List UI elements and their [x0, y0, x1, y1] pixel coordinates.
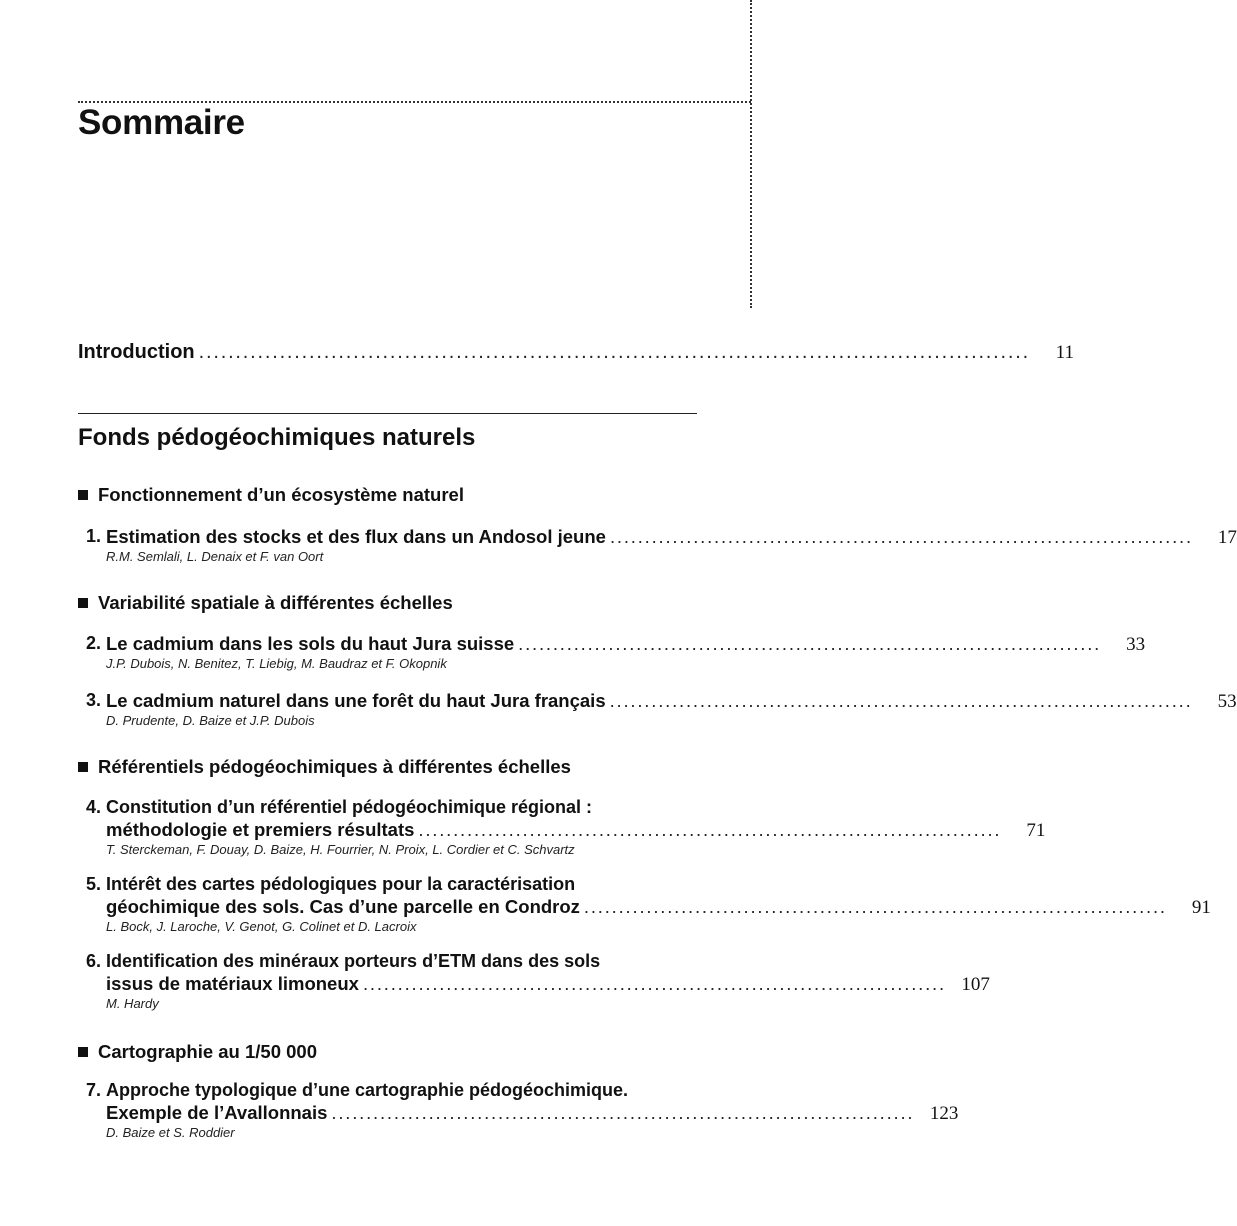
entry-authors: J.P. Dubois, N. Benitez, T. Liebig, M. Baudraz et F. Okopnik: [106, 656, 447, 671]
entry-title: géochimique des sols. Cas d’une parcelle en Condroz: [106, 896, 580, 917]
page-number: 91: [1191, 897, 1211, 918]
entry-authors: D. Prudente, D. Baize et J.P. Dubois: [106, 713, 315, 728]
toc-entry-7[interactable]: [106, 1102, 959, 1125]
dot-leader: ....................................................................................: [609, 526, 1193, 547]
toc-entry-4[interactable]: [106, 819, 1046, 842]
page-number: 107: [961, 974, 990, 995]
entry-title-line[interactable]: Constitution d’un référentiel pédogéochimique régional :: [106, 797, 593, 817]
page-number: 11: [1055, 342, 1074, 363]
square-bullet-icon: [78, 490, 88, 500]
entry-title-line[interactable]: Intérêt des cartes pédologiques pour la caractérisation: [106, 874, 576, 894]
page-number: 71: [1026, 820, 1046, 841]
entry-number: 6.: [86, 951, 102, 971]
entry-title: Le cadmium dans les sols du haut Jura suisse: [106, 633, 515, 654]
toc-entry-1[interactable]: [106, 526, 1237, 549]
entry-title: Exemple de l’Avallonnais: [106, 1102, 328, 1123]
page-number: 33: [1126, 634, 1146, 655]
dot-leader: ....................................................................................: [609, 690, 1193, 711]
square-bullet-icon: [78, 762, 88, 772]
square-bullet-icon: [78, 598, 88, 608]
section-divider: [78, 413, 697, 414]
entry-number: 4.: [86, 797, 102, 817]
entry-number: 2.: [86, 633, 102, 653]
section-title: Fonctionnement d’un écosystème naturel: [98, 484, 464, 505]
entry-authors: D. Baize et S. Roddier: [106, 1125, 235, 1140]
dot-leader: ....................................................................................: [331, 1102, 915, 1123]
toc-entry-introduction[interactable]: [78, 341, 1074, 364]
dot-leader: ....................................................................................: [362, 973, 946, 994]
dot-leader: ....................................................................................: [418, 819, 1002, 840]
toc-entry-2[interactable]: [106, 633, 1146, 656]
entry-authors: M. Hardy: [106, 996, 159, 1011]
dot-leader: ....................................................................................: [518, 633, 1102, 654]
section-heading: [78, 756, 571, 778]
section-title: Cartographie au 1/50 000: [98, 1041, 318, 1062]
entry-title-line[interactable]: Identification des minéraux porteurs d’ETM dans des sols: [106, 951, 601, 971]
entry-authors: L. Bock, J. Laroche, V. Genot, G. Colinet et D. Lacroix: [106, 919, 417, 934]
entry-title: issus de matériaux limoneux: [106, 973, 359, 994]
entry-authors: R.M. Semlali, L. Denaix et F. van Oort: [106, 549, 324, 564]
entry-title: Le cadmium naturel dans une forêt du haut Jura français: [106, 690, 606, 711]
page-number: 17: [1217, 527, 1237, 548]
introduction-label: Introduction: [78, 341, 195, 363]
entry-number: 5.: [86, 874, 102, 894]
entry-title-line[interactable]: Approche typologique d’une cartographie pédogéochimique.: [106, 1080, 629, 1100]
entry-number: 1.: [86, 526, 102, 546]
entry-authors: T. Sterckeman, F. Douay, D. Baize, H. Fourrier, N. Proix, L. Cordier et C. Schvartz: [106, 842, 575, 857]
decorative-dotted-rule-right: [750, 0, 752, 308]
entry-title: méthodologie et premiers résultats: [106, 819, 415, 840]
entry-number: 3.: [86, 690, 102, 710]
dot-leader: ....................................................................................: [583, 896, 1167, 917]
entry-number: 7.: [86, 1080, 102, 1100]
section-title: Référentiels pédogéochimiques à différentes échelles: [98, 756, 571, 777]
section-heading: [78, 484, 464, 506]
part-title: Fonds pédogéochimiques naturels: [78, 424, 476, 451]
page-number: 53: [1217, 691, 1237, 712]
section-title: Variabilité spatiale à différentes échelles: [98, 592, 453, 613]
toc-entry-6[interactable]: [106, 973, 990, 996]
section-heading: [78, 1041, 317, 1063]
section-heading: [78, 592, 453, 614]
square-bullet-icon: [78, 1047, 88, 1057]
toc-entry-3[interactable]: [106, 690, 1237, 713]
page-title: Sommaire: [78, 103, 245, 142]
dot-leader: .................................................................................................................: [198, 341, 1030, 363]
page-number: 123: [929, 1103, 959, 1124]
toc-entry-5[interactable]: [106, 896, 1211, 919]
entry-title: Estimation des stocks et des flux dans un Andosol jeune: [106, 526, 606, 547]
